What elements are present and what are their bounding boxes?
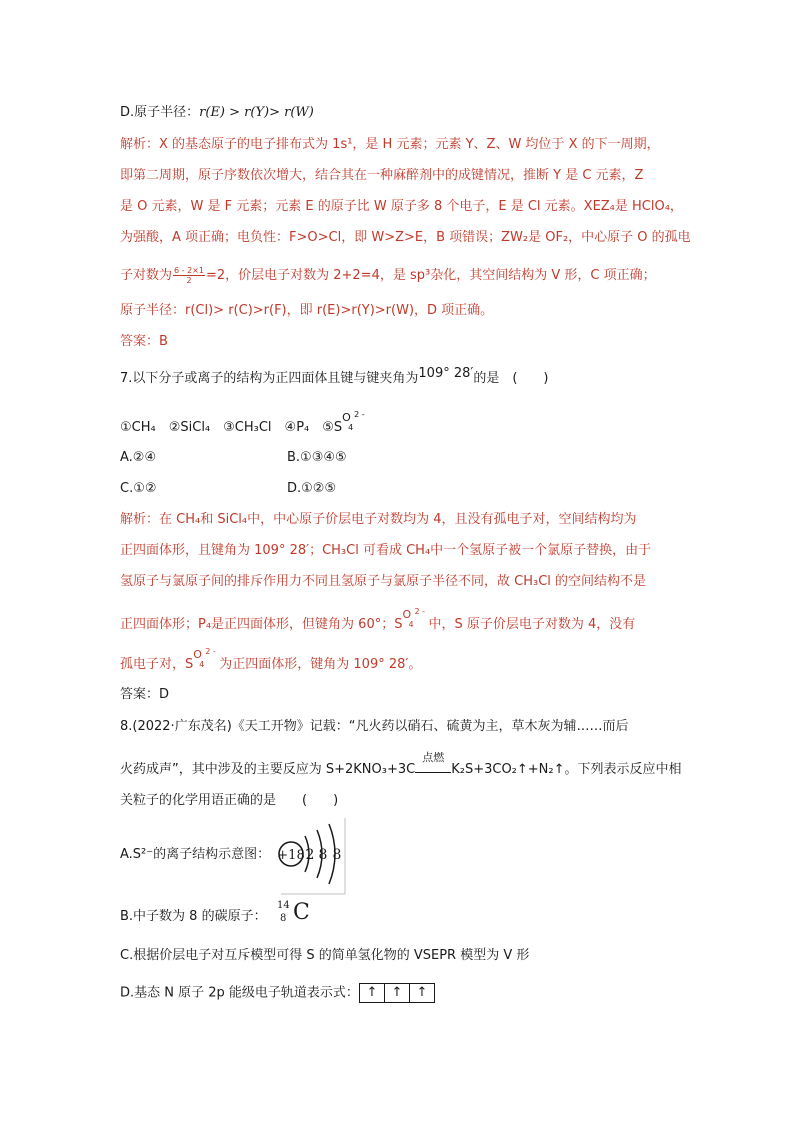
q7-angle: 109° 28′: [418, 366, 474, 381]
q8-line-3: 关粒子的化学用语正确的是 ( ): [120, 793, 339, 808]
q7-a5-post: 为正四面体形，键角为 109° 28′。: [219, 657, 422, 672]
sulfate-ion: [402, 607, 428, 630]
fraction-denominator: 2: [186, 276, 192, 285]
q8-option-d-text: D.基态 N 原子 2p 能级电子轨道表示式：: [120, 985, 359, 1001]
q7-analysis-line-5: [120, 647, 422, 674]
q7-stem: [120, 366, 549, 388]
orbital-box-1: ↑: [360, 984, 385, 1002]
q8-option-b: [120, 908, 267, 926]
q7-analysis-line-1: 解析：在 CH₄和 SiCl₄中，中心原子价层电子对数均为 4，且没有孤电子对，空间结构均为: [120, 512, 637, 527]
ion-o: O: [193, 648, 202, 661]
sulfate-ion: [193, 647, 219, 670]
q7-a5-pre: 孤电子对，S: [120, 657, 194, 672]
q6-analysis-l5-post: =2，价层电子对数为 2+2=4，是 sp³杂化，其空间结构为 V 形，C 项正确；: [205, 268, 656, 283]
reaction-arrow-line: [415, 772, 451, 773]
lone-pair-fraction: [173, 266, 205, 285]
q8-option-a: A.S²⁻的离子结构示意图：: [120, 847, 271, 862]
q6-analysis-line-5: [120, 266, 656, 285]
q7-a4-pre: 正四面体形；P₄是正四面体形，但键角为 60°；S: [120, 617, 403, 632]
q7-stem-post: 的是 ( ): [473, 371, 549, 386]
q6-option-d-expr: r(E) > r(Y)> r(W): [199, 105, 314, 120]
ion-charge: 2 -: [205, 647, 216, 656]
fraction-numerator: 6 - 2×1: [174, 266, 204, 275]
q7-answer: 答案：D: [120, 687, 170, 702]
q6-answer: 答案：B: [120, 334, 168, 349]
ion-o: O: [342, 411, 351, 424]
q8-option-b-text: B.中子数为 8 的碳原子：: [120, 909, 267, 924]
orbital-box-3: ↑: [416, 985, 428, 1000]
q6-analysis-line-1: 解析：X 的基态原子的电子排布式为 1s¹，是 H 元素；元素 Y、Z、W 均位于 X 的下一周期，: [120, 137, 660, 152]
isotope-mass-number: 14: [277, 900, 290, 911]
shell-3-electrons: 8: [332, 847, 342, 863]
shell-1-electrons: 2: [305, 847, 315, 863]
ion-charge: 2 -: [354, 410, 365, 419]
q6-analysis-line-3: 是 O 元素，W 是 F 元素；元素 E 的原子比 W 原子多 8 个电子，E 是 Cl 元素。XEZ₄是 HClO₄，: [120, 199, 683, 214]
q8-option-d: [120, 983, 435, 1003]
q7-a4-post: 中，S 原子价层电子对数为 4，没有: [428, 617, 636, 632]
carbon-isotope-notation: [277, 900, 310, 930]
q8-l2-pre: 火药成声”，其中涉及的主要反应为 S+2KNO₃+3C: [120, 762, 416, 777]
q7-items: [120, 410, 368, 437]
reaction-condition: [415, 751, 451, 773]
q6-analysis-line-4: 为强酸，A 项正确；电负性：F>O>Cl，即 W>Z>E，B 项错误；ZW₂是 OF₂，中心原子 O 的孤电: [120, 230, 691, 245]
isotope-atomic-number: 8: [280, 913, 287, 924]
q8-l2-post: K₂S+3CO₂↑+N₂↑。下列表示反应中相: [451, 762, 682, 777]
orbital-diagram: [359, 983, 435, 1003]
q6-option-d-label: D.原子半径：: [120, 105, 200, 120]
q7-option-c: C.①②: [120, 481, 157, 496]
q8-line-2: [120, 751, 682, 779]
q7-analysis-line-4: [120, 607, 636, 634]
nucleus-charge: +18: [277, 848, 305, 863]
reaction-condition-text: 点燃: [422, 751, 445, 764]
q6-analysis-line-2: 即第二周期，原子序数依次增大，结合其在一种麻醉剂中的成键情况，推断 Y 是 C 元素，Z: [120, 168, 644, 183]
q7-items-text: ①CH₄ ②SiCl₄ ③CH₃Cl ④P₄ ⑤S: [120, 420, 343, 435]
ion-sub: 4: [408, 620, 414, 629]
sulfide-ion-structure-diagram: [277, 814, 349, 898]
q7-option-a: A.②④: [120, 450, 157, 465]
sulfate-ion: [342, 410, 368, 433]
q6-analysis-l5-pre: 子对数为: [120, 268, 173, 283]
ion-charge: 2 -: [414, 607, 426, 616]
q6-analysis-line-6: 原子半径：r(Cl)> r(C)>r(F)，即 r(E)>r(Y)>r(W)，D 项正确。: [120, 303, 494, 318]
q7-option-b: B.①③④⑤: [287, 450, 347, 465]
ion-sub: 4: [199, 660, 205, 669]
q6-option-d: [120, 104, 314, 122]
orbital-box-2: ↑: [385, 984, 410, 1002]
isotope-symbol: C: [293, 900, 310, 925]
q7-analysis-line-2: 正四面体形，且键角为 109° 28′；CH₃Cl 可看成 CH₄中一个氢原子被一个氯原子替换，由于: [120, 543, 652, 558]
q7-analysis-line-3: 氢原子与氯原子间的排斥作用力不同且氢原子与氯原子半径不同，故 CH₃Cl 的空间结构不是: [120, 574, 647, 589]
ion-o: O: [402, 608, 412, 621]
q8-option-c: C.根据价层电子对互斥模型可得 S 的简单氢化物的 VSEPR 模型为 V 形: [120, 948, 530, 963]
q7-stem-pre: 7.以下分子或离子的结构为正四面体且键与键夹角为: [120, 371, 419, 386]
q7-option-d: D.①②⑤: [287, 481, 337, 496]
ion-sub: 4: [348, 423, 354, 432]
shell-2-electrons: 8: [318, 847, 328, 863]
q8-line-1: 8.(2022·广东茂名)《天工开物》记载：“凡火药以硝石、硫黄为主，草木灰为辅……而后: [120, 719, 629, 734]
